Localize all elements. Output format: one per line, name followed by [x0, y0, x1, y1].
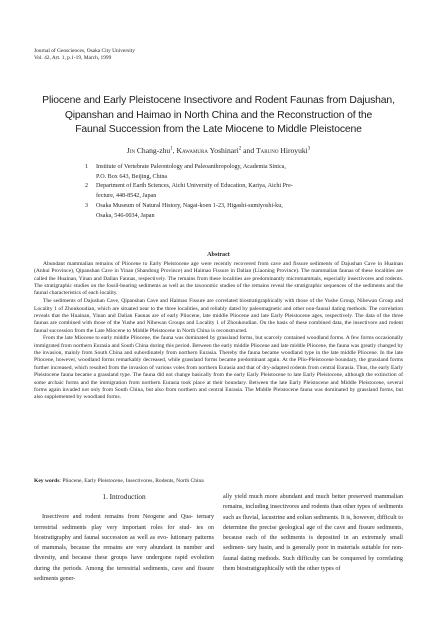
affiliation-line: Osaka Museum of Natural History, Nagai-koen 1-23, Higashi-sumiyoshi-ku,	[96, 202, 283, 209]
affiliation-line: Osaka, 546-0034, Japan	[96, 212, 155, 219]
author-surname: Jin	[126, 146, 135, 155]
body-line: faunal dating methods. Such difficulty can be conquered by	[223, 555, 375, 562]
body-column-right	[223, 492, 403, 574]
affiliation-number: 3	[85, 202, 89, 209]
affiliation-line: P.O. Box 643, Beijing, China	[96, 173, 168, 180]
author-given-name: Yoshinari	[207, 146, 239, 155]
abstract-paragraph: The sediments of Dajushan Cave, Qipanshan Cave and Haimao Fissure are correlated biostratigraphically with those of the Yushe Group, Nihewan Group and Locality 1 of Zhoukoudian, which are situated near to the three localities, and reliably dated by paleomagnetic and other non-faunal dating methods. The correlation reveals that the Huainan, Yinan and Dalian Faunas are of early Pliocene, late middle Pliocene and late Early Pleistocene ages, respectively. The data of the three faunas are combined with those of the Yushe and Nihewan Groups and Locality 1 of Zhoukoudian. On the basis of these combined data, the insectivore and rodent faunal succession from the Late Miocene to Middle Pleistocene in North China is reconstructed.	[34, 298, 403, 334]
author-affil-mark: 1	[170, 146, 173, 152]
keywords-label: Key words	[34, 478, 60, 484]
abstract-paragraph: Abundant mammalian remains of Pliocene to Early Pleistocene age were recently recovered from cave and fissure sediments of Dajushan Cave in Huainan (Anhui Province), Qipanshan Cave in Yinan (Shandong Province) and Haimao Fissure in Dalian (Liaoning Province). The mammalian faunas of these localities are called the Huainan, Yinan and Dalian Faunas, respectively. The remains from these localities are predominantly micromammals, especially insectivores and rodents. The stratigraphic studies on the fossil-bearing sediments as well as the taxonomic studies of the remains reveal the stratigraphic sequences of the sediments and the faunal characteristics of each locality.	[34, 261, 403, 297]
affiliation-list	[85, 163, 355, 221]
abstract-body	[34, 261, 403, 402]
body-paragraph	[34, 512, 214, 584]
body-line: lutionary patterns of mammals, because the remains are very	[34, 534, 214, 552]
body-line: mammalian remains, including insectivores and rodents than	[223, 494, 403, 511]
author-affil-mark: 2	[238, 146, 242, 152]
author-given-name: Hiroyuki	[278, 146, 308, 155]
journal-name: Journal of Geosciences, Osaka City University	[34, 48, 135, 54]
body-line: the terrestrial sediments, cave and fissure sediments gener-	[34, 565, 214, 583]
section-heading-introduction: 1. Introduction	[102, 492, 146, 501]
author-separator: ,	[172, 146, 177, 155]
paper-title	[34, 94, 403, 138]
affiliation-number: 2	[85, 183, 89, 190]
author-separator: and	[241, 146, 257, 155]
title-line: Qipanshan and Haimao in North China and the Reconstruction of the	[64, 109, 373, 121]
body-line: abundant in number and diversity, and because these groups	[34, 545, 215, 562]
affiliation-item	[85, 202, 355, 221]
abstract-paragraph: From the late Miocene to early middle Pliocene, the fauna was dominated by grassland forms, but scarcely contained woodland forms. A few forms occasionally immigrated from northern Eurasia and South China during this period. Between the early middle Pliocene and late middle Pliocene, the fauna was greatly changed by the invasion, mainly from South China and subordinately from northern Eurasia. Thereby the fauna became woodland type in the late middle Pliocene. In the late Pliocene, however, woodland forms remarkably decreased, while grassland forms became predominant again. At the Plio-Pleistocene boundary, the grassland forms further increased, which resulted from the invasion of various voles from northern Eurasia and that of dry-adapted rodents from central Eurasia. Thus, the early Early Pleistocene fauna became a grassland type. The fauna did not change basically from the early Early Pleistocene to late Early Pleistocene, although the extinction of some archaic forms and the immigration from northern Eurasia took place at their boundary. Between the late Early Pleistocene and Middle Pleistocene, several forms again invaded not only from South China, but also from northern and central Eurasia. The Middle Pleistocene fauna was dominated by grassland forms, but also supplemented by woodland forms.	[34, 335, 403, 401]
author-affil-mark: 3	[307, 146, 311, 152]
body-line: have undergone rapid evolution during the periods. Among	[34, 555, 214, 572]
affiliation-line: Institute of Vertebrate Paleontology and Paleoanthropology, Academia Sinica,	[96, 164, 286, 170]
abstract-heading: Abstract	[207, 252, 230, 258]
affiliation-line: fecture, 448-8542, Japan	[96, 193, 157, 200]
body-line: ternary terrestrial sediments play very important roles for stud-	[34, 514, 215, 531]
journal-header	[34, 48, 135, 62]
author-given-name: Chang-zhu	[134, 146, 171, 155]
body-line: ies on biostratigraphy and faunal succession as well as evo-	[34, 524, 214, 541]
body-line: sediments. It is, however, difficult to determine the precise	[223, 514, 404, 531]
affiliation-item	[85, 182, 355, 201]
body-line: of the sediments is deposited in an extremely small sedimen-	[223, 535, 403, 552]
title-line: Faunal Succession from the Late Miocene to Middle Pleistocene	[75, 124, 362, 136]
author-list	[34, 146, 403, 155]
journal-volume: Vol. 42, Art. 1, p.1-19, March, 1999	[34, 55, 112, 62]
affiliation-item	[85, 163, 355, 182]
body-paragraph	[223, 492, 403, 574]
author-surname: Taruno	[256, 146, 279, 155]
body-line: geological age of the cave and fissure sediments, because each	[223, 524, 403, 542]
affiliation-line: Department of Earth Sciences, Aichi University of Education, Kariya, Aichi Pre-	[96, 183, 293, 190]
body-line: ally yield much more abundant and much better preserved	[223, 494, 372, 500]
body-column-left	[34, 492, 214, 584]
keywords	[34, 478, 403, 484]
title-line: Pliocene and Early Pleistocene Insectivore and Rodent Faunas from Dajushan,	[42, 95, 395, 106]
keywords-text: : Pliocene, Early Pleistocene, Insectivores, Rodents, North China	[59, 478, 204, 484]
affiliation-number: 1	[85, 164, 89, 170]
author-surname: Kawamura	[176, 146, 208, 155]
body-line: tary basin, and is generally poor in materials suitable for non-	[247, 545, 403, 552]
body-line: other types of sediments such as fluvial, lacustrine and eolian	[223, 504, 403, 521]
body-line: Insectivore and rodent remains from Neogene and Qua-	[42, 514, 194, 521]
body-line: correlating them biostratigraphically with the other types of	[223, 555, 403, 573]
